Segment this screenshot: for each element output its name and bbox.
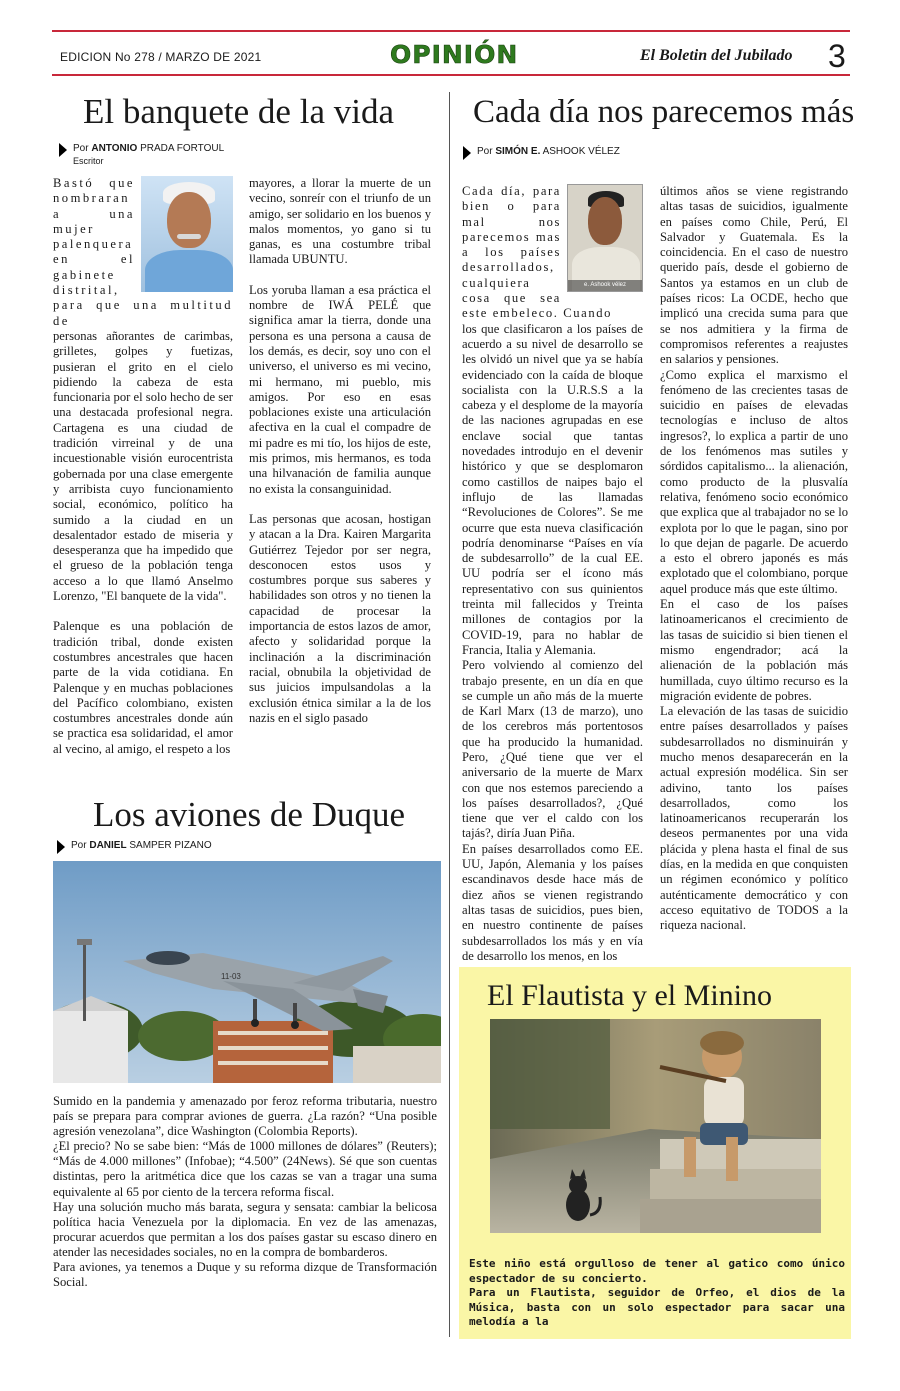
article2-paragraph: En el caso de los países latinoamericanos el crecimiento de las tasas de suicidio si bien tienen el mismo engendrador; acá la alienación de la población más humillada, cuyo último recurso es la migración evidente de pobres. <box>660 597 848 703</box>
author-first-name: DANIEL <box>89 840 127 851</box>
article3-paragraph: ¿El precio? No se sabe bien: “Más de 1000 millones de dólares” (Reuters); “Más de 4.000 millones” (Infobae); “4.500” (24News). Sé que son cuentas distintas, pero la aritmética dice que los cazas se van a tragar una suma equivalente al 65 por ciento de la tercera reforma fiscal. <box>53 1139 437 1199</box>
section-title: OPINIÓN <box>390 40 519 69</box>
newspaper-name: El Boletin del Jubilado <box>640 47 793 64</box>
feature-caption <box>469 1257 845 1330</box>
article1-paragraph: Las personas que acosan, hostigan y atacan a la Dra. Kairen Margarita Gutiérrez Tejedor por ser negra, desconocen estos usos y costumbres porque sus saberes y habilidades son otros y no tienen la capacidad de procesar la importancia de estos lazos de amor, afecto y solidaridad porque la inclinación a la discriminación racial, obnubila la objetividad de sus juicios impulsandolas a la exclusión étnica similar a la de los nazis en el siglo pasado <box>249 511 431 725</box>
article3-paragraph: Sumido en la pandemia y amenazado por feroz reforma tributaria, nuestro país se prepara para comprar aviones de guerra. ¿La razón? “Una posible agresión venezolana”, dice Washington (Colombia Reports). <box>53 1094 437 1139</box>
article2-paragraph: ¿Como explica el marxismo el fenómeno de las crecientes tasas de suicidio en países de elevadas tecnologías e incluso de altos ingresos?, lo explica a partir de uno de los fenómenos mas sutiles y sórdidos capitalismo... la alienación, como producto de la plusvalía relativa, fenómeno socio económico que explica que al trabajador no se lo explota por lo que le pagan, sino por lo que dejan de pagarle. De acuerdo a esto el obrero japonés es más explotado que el colombiano, porque aquel produce más que este último. <box>660 367 848 596</box>
jet-photo <box>53 861 441 1083</box>
byline-samper <box>71 840 212 852</box>
edition-label: EDICION No 278 / MARZO DE 2021 <box>60 50 262 64</box>
article3-paragraph: Hay una solución mucho más barata, segura y sensata: cambiar la belicosa política hacia Venezuela por la diplomacia. En vez de las amenazas, procurar acuerdos que permitan a los dos países gastar su escaso dinero en atender las necesidades sociales, no en la compra de bombarderos. <box>53 1199 437 1259</box>
article1-paragraph: Palenque es una población de tradición tribal, donde existen costumbres ancestrales que hacen parte de la vida cotidiana. En Palenque y en muchas poblaciones del Pacífico colombiano, existen costumbres ancestrales donde aún se practica esa solidaridad, el amor al vecino, al amigo, el respeto a los <box>53 619 233 756</box>
article2-column2 <box>660 184 848 934</box>
article2-paragraph: los que clasificaron a los países de acuerdo a su nivel de desarrollo se les olvidó un nivel que ya se había evidenciado con la caída de bloque socialista con la U.R.S.S a la cabeza y el desplome de la mayoría de las naciones agrupadas en ese enclave social que tantas novedades introdujo en el devenir histórico y que se desplomaron como castillos de naipes bajo el influjo de las llamadas “Revoluciones de Colores”. Se me ocurre que esta nueva clasificación podría denominarse “Países en vía de subdesarrollo” de la cual EE. UU podría ser el ícono más representativo con sus quinientos treinta mil fallecidos y Treinta millones de contagios por la COVID-19, para no hablar de Francia, Italia y Alemania. <box>462 321 643 657</box>
article2-paragraph: La elevación de las tasas de suicidio entre países desarrollados y países subdesarrollados no disminuirán y mucho menos desaparecerán en la actual expresión modélica. Sin ser adivino, tanto los países desarrollados, como los latinoamericanos recuperarán los deseos permanentes por una vida plácida y plena hasta el final de sus días, en la medida en que conquisten un régimen económico y político auténticamente democrático y con acceso equitativo de TODOS a la riqueza nacional. <box>660 704 848 933</box>
byline-prefix: Por <box>477 146 493 157</box>
article2-paragraph: últimos años se viene registrando altas tasas de suicidios, igualmente en países como Chile, Perú, El Salvador y Guatemala. Es la coincidencia. En el caso de nuestro querido país, desde el gobierno de Santos ya estamos en un club de países ricos: La OCDE, hecho que implicó una crecida suma para que se nos admitiera y la firma de compromisos referentes a reajustes en salarios y pensiones. <box>660 184 848 367</box>
article-title-cada-dia: Cada día nos parecemos más <box>473 94 855 130</box>
article1-intro: Bastó que nombraran a una mujer palenquera en el gabinete distrital, para que una multitud de <box>53 176 233 328</box>
jet-marking-label: 11-03 <box>221 972 241 981</box>
byline-arrow-icon <box>463 146 471 160</box>
article1-column2 <box>249 176 431 741</box>
feature-caption-line: Para un Flautista, seguidor de Orfeo, el dios de la Música, basta con un solo espectador para sacar una melodía a la <box>469 1286 845 1329</box>
header-top-rule <box>52 30 850 32</box>
author-role: Escritor <box>73 156 104 166</box>
page-number: 3 <box>828 38 846 74</box>
byline-prada <box>73 143 224 168</box>
byline-arrow-icon <box>59 143 67 157</box>
author-last-name: SAMPER PIZANO <box>129 840 212 851</box>
article2-column1 <box>462 184 643 964</box>
author-photo-prada <box>141 176 233 292</box>
article2-paragraph: En países desarrollados como EE. UU, Japón, Alemania y los países escandinavos desde hace más de diez años se vienen registrando altas tasas de suicidios, pues bien, en nuestro continente de países subdesarrollados los más y en vía de desarrollo los menos, en los <box>462 841 643 963</box>
byline-prefix: Por <box>71 840 87 851</box>
author-photo-ashook <box>567 184 643 292</box>
article2-paragraph: Pero volviendo al comienzo del trabajo presente, en un día en que se cumple un año más de la muerte de Karl Marx (13 de marzo), uno de los cerebros más portentosos que ha producido la humanidad. Pero, ¿Qué tiene que ver el aniversario de la muerte de Marx con que nos estemos pareciendo a los países desarrollados?, ¿Qué tiene que ver el caldo con los tajás?, diría Juan Piña. <box>462 658 643 841</box>
article1-column1 <box>53 176 233 772</box>
article-title-aviones: Los aviones de Duque <box>93 795 406 834</box>
flute-boy-photo <box>490 1019 821 1233</box>
article-title-banquete: El banquete de la vida <box>83 92 394 131</box>
author-first-name: ANTONIO <box>91 143 138 154</box>
author-first-name: SIMÓN E. <box>495 146 541 157</box>
article3-paragraph: Para aviones, ya tenemos a Duque y su reforma dizque de Transformación Social. <box>53 1260 437 1290</box>
byline-prefix: Por <box>73 143 89 154</box>
article1-paragraph: personas añorantes de carimbas, grilletes, golpes y fuetizas, pusieran el grito en el cielo pidiendo la cabeza de esta funcionaria por el solo hecho de ser una destacada profesional negra. Cartagena es una ciudad de tradición virreinal y de una incuestionable visión eurocentrista gobernada por una clase emergente y arribista cuyo funcionamiento social, económico, político ha sumido a la ciudad en un desalentador estado de miseria y desesperanza que ha impedido que el grueso de la población tenga acceso a lo que llamó Anselmo Lorenzo, "El banquete de la vida". <box>53 328 233 604</box>
article1-paragraph: Los yoruba llaman a esa práctica el nombre de IWÁ PELÉ que significa amar la tierra, donde una persona es una persona a causa de los demás, es decir, soy uno con el universo, el universo es mi vecino, mi hermano, mi pueblo, mis amigos. Por eso en esas poblaciones existe una articulación afectiva en la cual el compadre de mi padre es mi tío, los hijos de este, mis primos, mis hermanos, es toda una hilvanación de familia aunque no exista la consanguinidad. <box>249 282 431 496</box>
feature-box <box>459 967 851 1339</box>
article3-body <box>53 1094 437 1290</box>
column-divider <box>449 92 450 1337</box>
author-last-name: PRADA FORTOUL <box>140 143 225 154</box>
fighter-jet-illustration <box>53 861 441 1083</box>
feature-caption-line: Este niño está orgulloso de tener al gatico como único espectador de su concierto. <box>469 1257 845 1285</box>
author-last-name: ASHOOK VÉLEZ <box>542 146 620 157</box>
feature-title: El Flautista y el Minino <box>487 979 772 1012</box>
article2-intro: Cada día, para bien o para mal nos parecemos mas a los países desarrollados, cualquiera cosa que sea este embeleco. Cuando <box>462 184 613 321</box>
photo-credit: e. Ashook vélez <box>568 280 642 291</box>
header-bottom-rule <box>52 74 850 76</box>
flute-boy-cat-illustration <box>490 1019 821 1233</box>
byline-ashook <box>477 146 620 158</box>
article1-paragraph: mayores, a llorar la muerte de un vecino, sonreír con el triunfo de un amigo, ser solidario en los buenos y malos momentos, yo gano si tu ganas, es una costumbre tribal llamada UBUNTU. <box>249 176 431 267</box>
byline-arrow-icon <box>57 840 65 854</box>
